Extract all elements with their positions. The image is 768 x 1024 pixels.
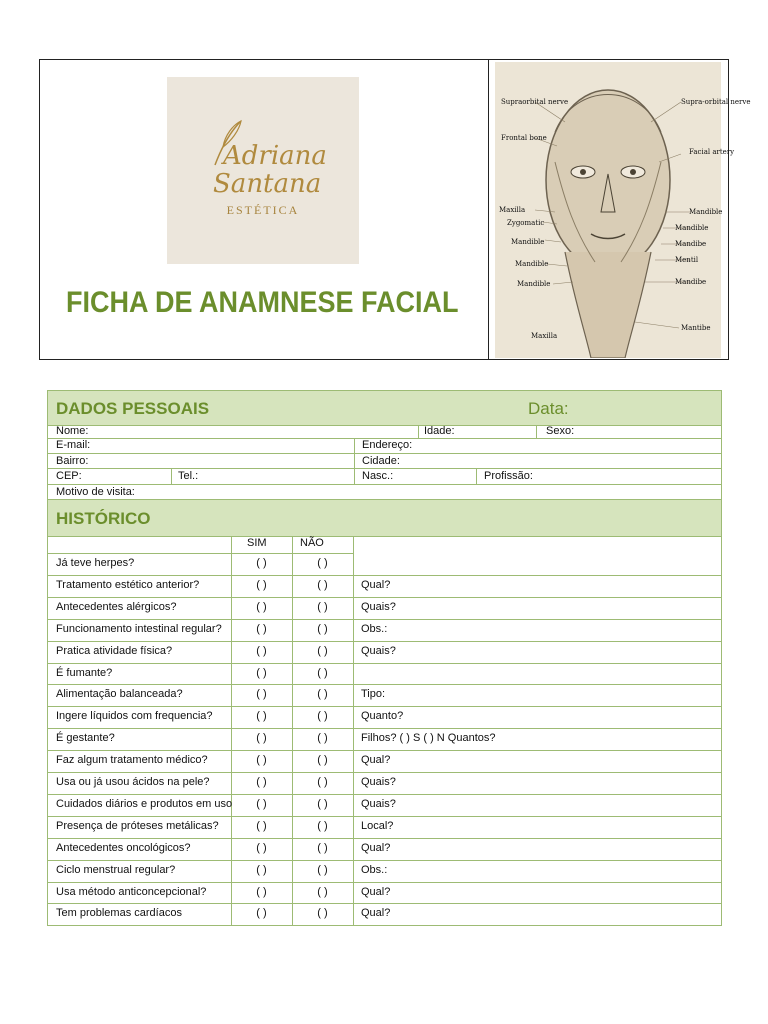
face-anatomy-illustration <box>495 62 751 358</box>
yes-checkbox[interactable]: ( ) <box>256 666 267 679</box>
yes-checkbox[interactable]: ( ) <box>256 644 267 657</box>
history-detail-field[interactable]: Obs.: <box>361 863 388 876</box>
anatomy-label: Zygomatic <box>507 219 545 227</box>
history-detail-field[interactable]: Quais? <box>361 797 396 810</box>
cep-field[interactable]: CEP: <box>56 470 82 482</box>
history-question: Antecedentes alérgicos? <box>56 600 177 613</box>
logo-subtitle: ESTÉTICA <box>226 203 300 217</box>
history-question: Tratamento estético anterior? <box>56 578 200 591</box>
anatomy-label: Mandible <box>517 280 551 288</box>
anatomy-label: Mandible <box>675 224 709 232</box>
no-checkbox[interactable]: ( ) <box>317 819 328 832</box>
history-detail-field[interactable]: Tipo: <box>361 688 386 701</box>
anatomy-label: Supraorbital nerve <box>501 98 569 106</box>
no-checkbox[interactable]: ( ) <box>317 622 328 635</box>
no-checkbox[interactable]: ( ) <box>317 776 328 788</box>
name-field[interactable]: Nome: <box>56 425 89 437</box>
history-question: Presença de próteses metálicas? <box>56 819 219 832</box>
neighborhood-field[interactable]: Bairro: <box>56 455 89 467</box>
form-header <box>39 59 751 360</box>
no-checkbox[interactable]: ( ) <box>317 578 328 591</box>
no-checkbox[interactable]: ( ) <box>317 797 328 810</box>
yes-checkbox[interactable]: ( ) <box>256 710 267 723</box>
yes-checkbox[interactable]: ( ) <box>256 732 267 745</box>
history-detail-field[interactable]: Local? <box>361 819 394 832</box>
anatomy-label: Mandible <box>515 260 549 268</box>
brand-logo <box>167 77 359 264</box>
history-question: Antecedentes oncológicos? <box>56 841 191 854</box>
history-question: Cuidados diários e produtos em uso <box>56 797 233 810</box>
anatomy-label: Facial artery <box>689 148 735 156</box>
yes-checkbox[interactable]: ( ) <box>256 863 267 876</box>
no-checkbox[interactable]: ( ) <box>317 688 328 701</box>
history-detail-field[interactable]: Qual? <box>361 885 391 898</box>
no-checkbox[interactable]: ( ) <box>317 710 328 723</box>
no-checkbox[interactable]: ( ) <box>317 754 328 767</box>
yes-checkbox[interactable]: ( ) <box>256 600 267 613</box>
history-question: É gestante? <box>56 732 115 745</box>
history-detail-field[interactable]: Quais? <box>361 644 396 657</box>
no-checkbox[interactable]: ( ) <box>317 600 328 613</box>
anatomy-label: Maxilla <box>531 332 558 340</box>
yes-checkbox[interactable]: ( ) <box>256 819 267 832</box>
email-field[interactable]: E-mail: <box>56 439 91 451</box>
anamnesis-form <box>47 390 722 926</box>
face-anatomy-drawing <box>495 62 721 358</box>
history-detail-field[interactable]: Quanto? <box>361 710 404 723</box>
no-checkbox[interactable]: ( ) <box>317 885 328 898</box>
logo-name-first: Adriana <box>223 141 327 171</box>
address-field[interactable]: Endereço: <box>362 439 413 451</box>
yes-checkbox[interactable]: ( ) <box>256 885 267 898</box>
history-detail-field[interactable]: Qual? <box>361 907 391 920</box>
history-question: Usa ou já usou ácidos na pele? <box>56 776 210 788</box>
no-checkbox[interactable]: ( ) <box>317 841 328 854</box>
history-question: É fumante? <box>56 666 113 679</box>
page-title: FICHA DE ANAMNESE FACIAL <box>66 286 459 319</box>
column-no: NÃO <box>300 537 324 549</box>
history-question: Ciclo menstrual regular? <box>56 863 176 876</box>
history-section-title: HISTÓRICO <box>56 509 151 528</box>
yes-checkbox[interactable]: ( ) <box>256 776 267 788</box>
personal-section-title: DADOS PESSOAIS <box>56 399 210 418</box>
history-question: Funcionamento intestinal regular? <box>56 622 222 635</box>
anatomy-label: Frontal bone <box>501 134 547 142</box>
history-detail-field[interactable]: Qual? <box>361 754 391 767</box>
anatomy-label: Mantibe <box>681 324 711 332</box>
anatomy-label: Mandibe <box>675 240 707 248</box>
no-checkbox[interactable]: ( ) <box>317 732 328 745</box>
history-detail-field[interactable]: Qual? <box>361 841 391 854</box>
yes-checkbox[interactable]: ( ) <box>256 797 267 810</box>
history-question: Já teve herpes? <box>56 557 135 569</box>
yes-checkbox[interactable]: ( ) <box>256 754 267 767</box>
no-checkbox[interactable]: ( ) <box>317 557 328 569</box>
anatomy-label: Maxilla <box>499 206 526 214</box>
history-question: Usa método anticoncepcional? <box>56 885 207 898</box>
city-field[interactable]: Cidade: <box>362 455 400 467</box>
history-question: Pratica atividade física? <box>56 644 173 657</box>
no-checkbox[interactable]: ( ) <box>317 907 328 920</box>
yes-checkbox[interactable]: ( ) <box>256 907 267 920</box>
sex-field[interactable]: Sexo: <box>546 425 575 437</box>
no-checkbox[interactable]: ( ) <box>317 666 328 679</box>
anatomy-label: Mandibe <box>675 278 707 286</box>
anatomy-label: Mentil <box>675 256 699 264</box>
history-detail-field[interactable]: Qual? <box>361 578 391 591</box>
column-yes: SIM <box>247 537 267 549</box>
anatomy-label: Mandible <box>689 208 723 216</box>
yes-checkbox[interactable]: ( ) <box>256 622 267 635</box>
age-field[interactable]: Idade: <box>424 425 455 437</box>
no-checkbox[interactable]: ( ) <box>317 863 328 876</box>
history-detail-field[interactable]: Obs.: <box>361 622 388 635</box>
yes-checkbox[interactable]: ( ) <box>256 841 267 854</box>
history-detail-field[interactable]: Filhos? ( ) S ( ) N Quantos? <box>361 732 496 745</box>
header-divider <box>488 60 489 359</box>
yes-checkbox[interactable]: ( ) <box>256 557 267 569</box>
anatomy-label: Mandible <box>511 238 545 246</box>
profession-field[interactable]: Profissão: <box>484 470 533 482</box>
history-question: Tem problemas cardíacos <box>56 907 182 920</box>
yes-checkbox[interactable]: ( ) <box>256 578 267 591</box>
history-question: Alimentação balanceada? <box>56 688 183 701</box>
history-detail-field[interactable]: Quais? <box>361 776 396 788</box>
logo-name-last: Santana <box>213 169 322 199</box>
birthdate-field[interactable]: Nasc.: <box>362 470 394 482</box>
visit-reason-field[interactable]: Motivo de visita: <box>56 486 135 498</box>
history-question: Ingere líquidos com frequencia? <box>56 710 213 723</box>
anatomy-label: Supra-orbital nerve <box>681 98 751 106</box>
phone-field[interactable]: Tel.: <box>178 470 199 482</box>
date-label: Data: <box>528 399 569 418</box>
history-detail-field[interactable]: Quais? <box>361 600 396 613</box>
yes-checkbox[interactable]: ( ) <box>256 688 267 701</box>
history-question: Faz algum tratamento médico? <box>56 754 208 767</box>
no-checkbox[interactable]: ( ) <box>317 644 328 657</box>
